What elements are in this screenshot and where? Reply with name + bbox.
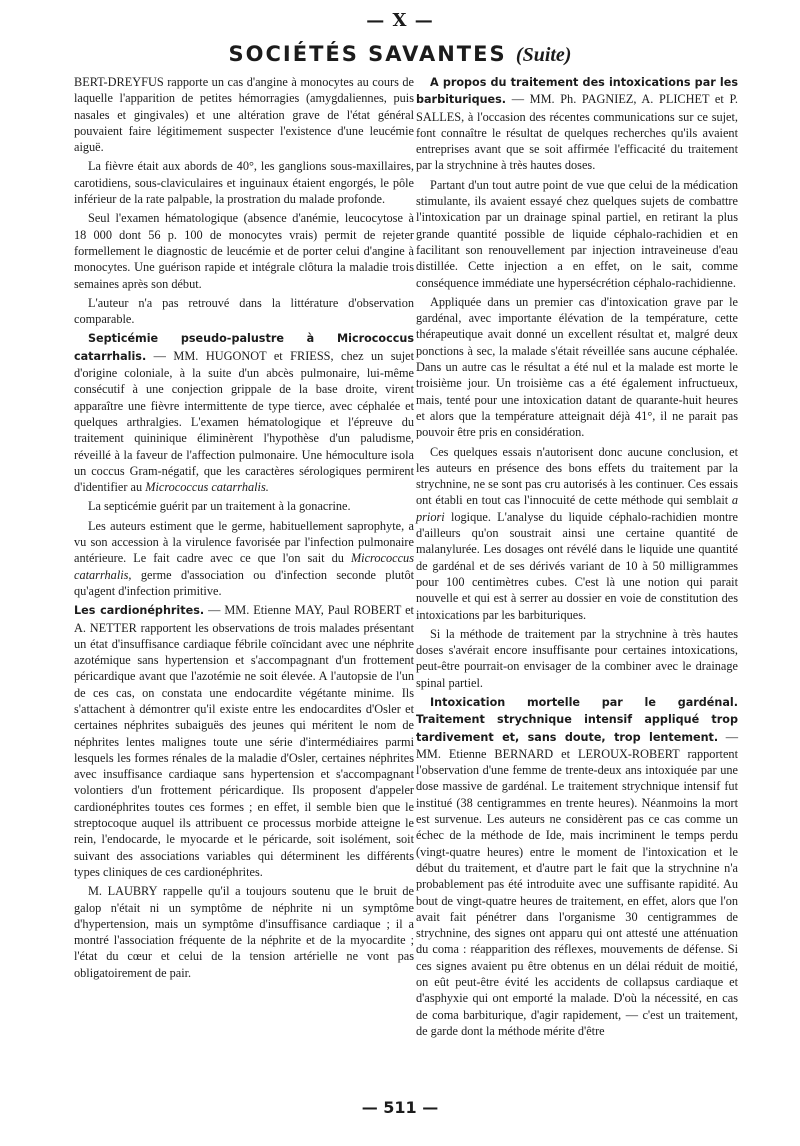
section-text: chez un sujet d'origine coloniale, à la suite d'un abcès pulmonaire, lui-même consécutif à une conjection grippale de la base droite, virent apparaître une fièvre intermittente de type tierce, avec céphalée et quelques arthralgies. L'examen hématologique et l'épreuve du traitement quininique éliminèrent l'hypothèse d'un paludisme, réveillé à la faveur de l'affection pulmonaire. Une hémoculture isola un coccus Gram-négatif, que les caractères sérologiques permirent d'identifier au — [74, 348, 414, 495]
section-septicemie — [74, 330, 414, 495]
paragraph-text: germe d'association ou d'infection seconde plutôt qu'agent d'infection primitive. — [74, 567, 415, 598]
title-main: SOCIÉTÉS SAVANTES — [228, 42, 507, 66]
title-suite: (Suite) — [515, 44, 572, 66]
paragraph: Si la méthode de traitement par la strychnine à très hautes doses s'avérait encore insuffisante pour certaines intoxications, peut-être pourrait-on envisager de la combiner avec le drainage spinal partiel. — [416, 626, 738, 690]
section-cardionephrites — [74, 602, 414, 880]
section-text: rapportent les observations de trois malades présentant un état d'insuffisance cardiaque fébrile coïncidant avec une néphrite azotémique sans hypertension et s'accompagnant d'un frottement péricardique avant que l'azotémie ne soit élevée. A l'autopsie de l'un de ces cas, on constata une endocardite végétante minime. Ils s'attachent à démontrer qu'il existe entre les endocardites d'Osler et certaines néphrites subaiguës des jeunes qui méritent le nom de néphrites lentes malignes toute une série d'intermédiaires parmi lesquels les formes rénales de la maladie d'Osler, certaines néphrites avec insuffisance cardiaque sans hypertension et s'accompagnant volontiers d'un frottement péricardique. Ils proposent d'appeler cardionéphrites toutes ces formes ; en effet, il semble bien que le streptocoque auquel ils attribuent ce processus morbide atteigne le rein, l'endocarde, le myocarde et le péricarde, soit isolément, soit suivant des associations variables qui déterminent les différents types cliniques de ces cardionéphrites. — [74, 620, 414, 879]
left-column — [74, 74, 414, 984]
section-text: à l'occasion des récentes communications sur ce sujet, font connaître le résultat de quelques recherches qu'ils avaient entreprises avant que se soit affirmée l'efficacité du traitement par la strychnine à très hautes doses. — [416, 109, 739, 173]
page-roman-numeral: — X — — [366, 10, 434, 31]
section-authors: — MM. Etienne MAY, Paul ROBERT et A. NETTER — [74, 603, 414, 635]
author-name: M. LAUBRY — [88, 884, 158, 899]
right-column — [416, 74, 738, 1042]
paragraph — [416, 444, 738, 623]
section-gardenal — [416, 694, 738, 1039]
section-heading: Intoxication mortelle par le gardénal. Traitement strychnique intensif appliqué trop tardivement et, sans doute, trop lentement. — [416, 695, 738, 744]
section-heading: Les cardionéphrites. — [74, 604, 205, 618]
paragraph: La fièvre était aux abords de 40°, les ganglions sous-maxillaires, carotidiens, sous-claviculaires et inguinaux étaient engorgés, le pôle inférieur de la rate palpable, la prostration du malade profonde. — [74, 159, 414, 207]
latin-phrase: a priori — [416, 493, 738, 524]
paragraph: La septicémie guérit par un traitement à la gonacrine. — [88, 499, 351, 514]
section-text: rapportent l'observation d'une femme de trente-deux ans intoxiquée par une dose massive de gardénal. Le traitement strychnique intensif fut institué (38 centigrammes en trente heures). Néanmoins la mort est survenue. Les auteurs ne considèrent pas ce cas comme un échec de la méthode de Ide, mais incriminent le temps perdu (vingt-quatre heures) entre le moment de l'intoxication et le début du traitement, et d'autre part le fait que la strychnine n'a probablement pas été introduite avec une suffisante rapidité. Au bout de vingt-quatre heures de traitement, en effet, alors que l'on avait fait pénétrer dans l'organisme 30 centigrammes de strychnine, des signes ont apparu qui ont attesté une atténuation du coma : réapparition des réflexes, mouvements de défense. Si ces signes avaient pu être obtenus en un délai réduit de moitié, on eût peut-être évité les accidents de collapsus cardiaque et d'asphyxie qui ont emporté la malade. D'où la nécessité, en cas de coma barbiturique, d'agir rapidement, — c'est un traitement, de garde dont la méthode mérite d'être — [416, 746, 738, 1038]
page-number: — 511 — — [361, 1098, 439, 1117]
paragraph: BERT-DREYFUS rapporte un cas d'angine à monocytes au cours de laquelle l'apparition de petites hémorragies (amygdaliennes, puis nasales et gingivales) et une altération grave de l'état général pouvaient faire légitimement suspecter l'existence d'une leucémie aiguë. — [74, 75, 414, 155]
section-authors: — MM. Etienne BERNARD et LEROUX-ROBERT — [416, 729, 738, 761]
section-authors: — MM. Ph. PAGNIEZ, A. PLICHET et P. SALLES, — [416, 92, 738, 124]
paragraph-text: rappelle qu'il a toujours soutenu que le bruit de galop n'était ni un symptôme de néphrite ni un symptôme d'hypertension, mais un symptôme d'insuffisance cardiaque ; il a montré l'association fréquente de la néphrite et de la myocardite ; l'état du cœur et celui de la tension artérielle ne vont pas obligatoirement de pair. — [74, 884, 414, 980]
species-name: Micrococcus catarrhalis, — [74, 551, 414, 582]
paragraph-text: Ces quelques essais n'autorisent donc aucune conclusion, et les auteurs en présence des bons effets du traitement par la strychnine, ne se sont pas cru autorisés à les continuer. Ces essais ont établi en tout cas l'innocuité de cette méthode qui semblait — [416, 444, 738, 508]
section-barbituriques — [416, 74, 738, 174]
paragraph-text: logique. L'analyse du liquide céphalo-rachidien montre d'ailleurs qu'on soustrait ainsi une certaine quantité de malanylurée. Les dosages ont révélé dans le liquide une quantité de gardénal et de ses dérivés variant de 10 à 50 milligrammes pour 100 centimètres cubes. C'est là une notion qui parait nouvelle et qui est à serrer au dossier en voie de constitution des intoxications par les barbituriques. — [416, 509, 738, 622]
section-heading: A propos du traitement des intoxications par les barbituriques. — [416, 76, 738, 107]
paragraph: Partant d'un tout autre point de vue que celui de la médication stimulante, ils avaient essayé chez quelques sujets de combattre l'intoxication par un drainage spinal partiel, en retirant la plus grande quantité possible de liquide céphalo-rachidien et en facilitant son renouvellement par injection intraveineuse d'eau distillée. Cette injection a en effet, on le sait, comme conséquence immédiate une hypersécrétion céphalo-rachidienne. — [416, 177, 738, 290]
paragraph-text: Les auteurs estiment que le germe, habituellement saprophyte, a vu son accession à la virulence favorisée par l'infection pulmonaire antérieure. Le fait cadre avec ce que l'on sait du — [74, 518, 414, 566]
section-authors: — MM. HUGONOT et FRIESS, — [153, 348, 334, 363]
paragraph: Seul l'examen hématologique (absence d'anémie, leucocytose à 18 000 dont 56 p. 100 de monocytes vrais) permit de rejeter formellement le diagnostic de leucémie et de porter celui d'angine à monocytes. Une guérison rapide et intégrale clôtura la maladie trois semaines après son début. — [74, 211, 414, 291]
paragraph — [74, 518, 414, 599]
section-heading: Septicémie pseudo-palustre à Micrococcus catarrhalis. — [74, 332, 414, 363]
paragraph: Appliquée dans un premier cas d'intoxication grave par le gardénal, avec importante élévation de la température, cette thérapeutique avait donné un excellent résultat et, malgré deux ponctions à sec, la malade s'était réveillée sans aucune céphalée. Dans un autre cas le résultat a été nul et la malade est morte le troisième jour. Un troisième cas a été également infructueux, mais, tenté pour une intoxication datant de quarante-huit heures et alors que la température atteignait déjà 41°, il ne parait pas pouvoir être pris en considération. — [416, 294, 738, 440]
page-title — [0, 42, 800, 67]
species-name: Micrococcus catarrhalis. — [145, 480, 269, 495]
paragraph — [74, 883, 414, 981]
paragraph: L'auteur n'a pas retrouvé dans la littérature d'observation comparable. — [74, 295, 414, 327]
